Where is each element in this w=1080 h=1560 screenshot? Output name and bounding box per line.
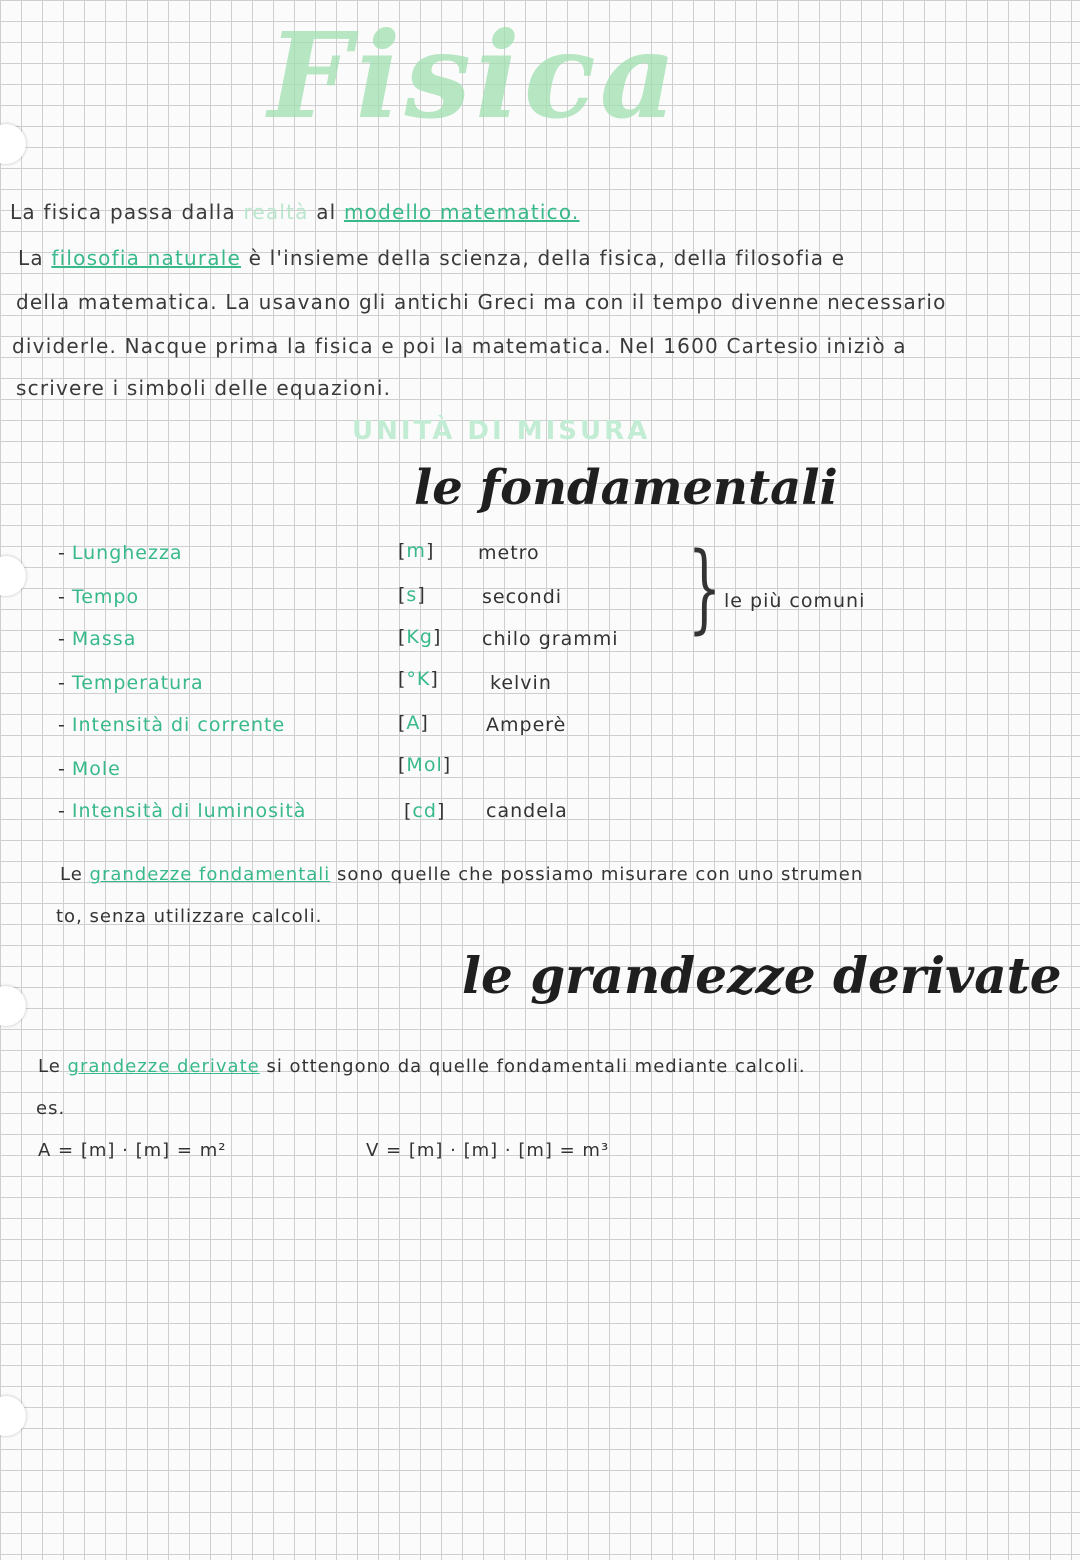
unit-symbol: [°K]: [398, 668, 439, 690]
unit-name: metro: [478, 542, 540, 564]
formula-volume: V = [m] · [m] · [m] = m³: [366, 1140, 610, 1161]
intro-filosofia: filosofia naturale: [51, 246, 242, 270]
formula-area: A = [m] · [m] = m²: [38, 1140, 227, 1161]
quantity-item: - Lunghezza: [58, 542, 183, 564]
unit-symbol: [m]: [398, 540, 435, 562]
section-heading-faint: UNITÀ DI MISURA: [352, 416, 651, 446]
unit-name: secondi: [482, 586, 563, 608]
quantity-item: - Massa: [58, 628, 137, 650]
unit-name: Amperè: [486, 714, 567, 736]
intro-text: La fisica passa dalla: [10, 200, 236, 224]
quantity-item: - Temperatura: [58, 672, 204, 694]
intro-realta: realtà: [243, 200, 309, 224]
intro-text: La: [18, 246, 44, 270]
brace-icon: }: [687, 532, 722, 644]
binder-hole: [0, 1396, 26, 1436]
unit-symbol: [Mol]: [398, 754, 452, 776]
binder-hole: [0, 986, 26, 1026]
quantity-item: - Intensità di luminosità: [58, 800, 307, 822]
intro-line-1: [10, 200, 579, 224]
intro-modello: modello matematico.: [343, 200, 580, 224]
example-label: es.: [36, 1098, 66, 1119]
intro-text: è l'insieme della scienza, della fisica, della filosofia e: [248, 246, 846, 270]
unit-name: kelvin: [490, 672, 552, 694]
derivate-def: Le grandezze derivate si ottengono da quelle fondamentali mediante calcoli.: [38, 1056, 806, 1077]
fondamentali-heading: le fondamentali: [414, 460, 838, 516]
unit-symbol: [cd]: [404, 800, 446, 822]
intro-line-4: dividerle. Nacque prima la fisica e poi la matematica. Nel 1600 Cartesio iniziò a: [12, 334, 907, 358]
unit-name: candela: [486, 800, 568, 822]
intro-line-3: della matematica. La usavano gli antichi Greci ma con il tempo divenne necessario: [16, 290, 947, 314]
quantity-item: - Mole: [58, 758, 121, 780]
unit-symbol: [s]: [398, 584, 426, 606]
quantity-item: - Tempo: [58, 586, 140, 608]
fondamentali-def-line-2: to, senza utilizzare calcoli.: [56, 906, 323, 927]
page-title: Fisica: [268, 6, 681, 145]
unit-symbol: [Kg]: [398, 626, 442, 648]
derivate-heading: le grandezze derivate: [462, 946, 1062, 1005]
unit-symbol: [A]: [398, 712, 429, 734]
quantity-item: - Intensità di corrente: [58, 714, 286, 736]
intro-line-5: scrivere i simboli delle equazioni.: [16, 376, 392, 400]
binder-hole: [0, 556, 26, 596]
intro-text: al: [316, 200, 337, 224]
brace-note: le più comuni: [724, 590, 866, 612]
unit-name: chilo grammi: [482, 628, 619, 650]
fondamentali-def-line-1: Le grandezze fondamentali sono quelle che possiamo misurare con uno strumen: [60, 864, 864, 885]
intro-line-2: [18, 246, 845, 270]
binder-hole: [0, 124, 26, 164]
